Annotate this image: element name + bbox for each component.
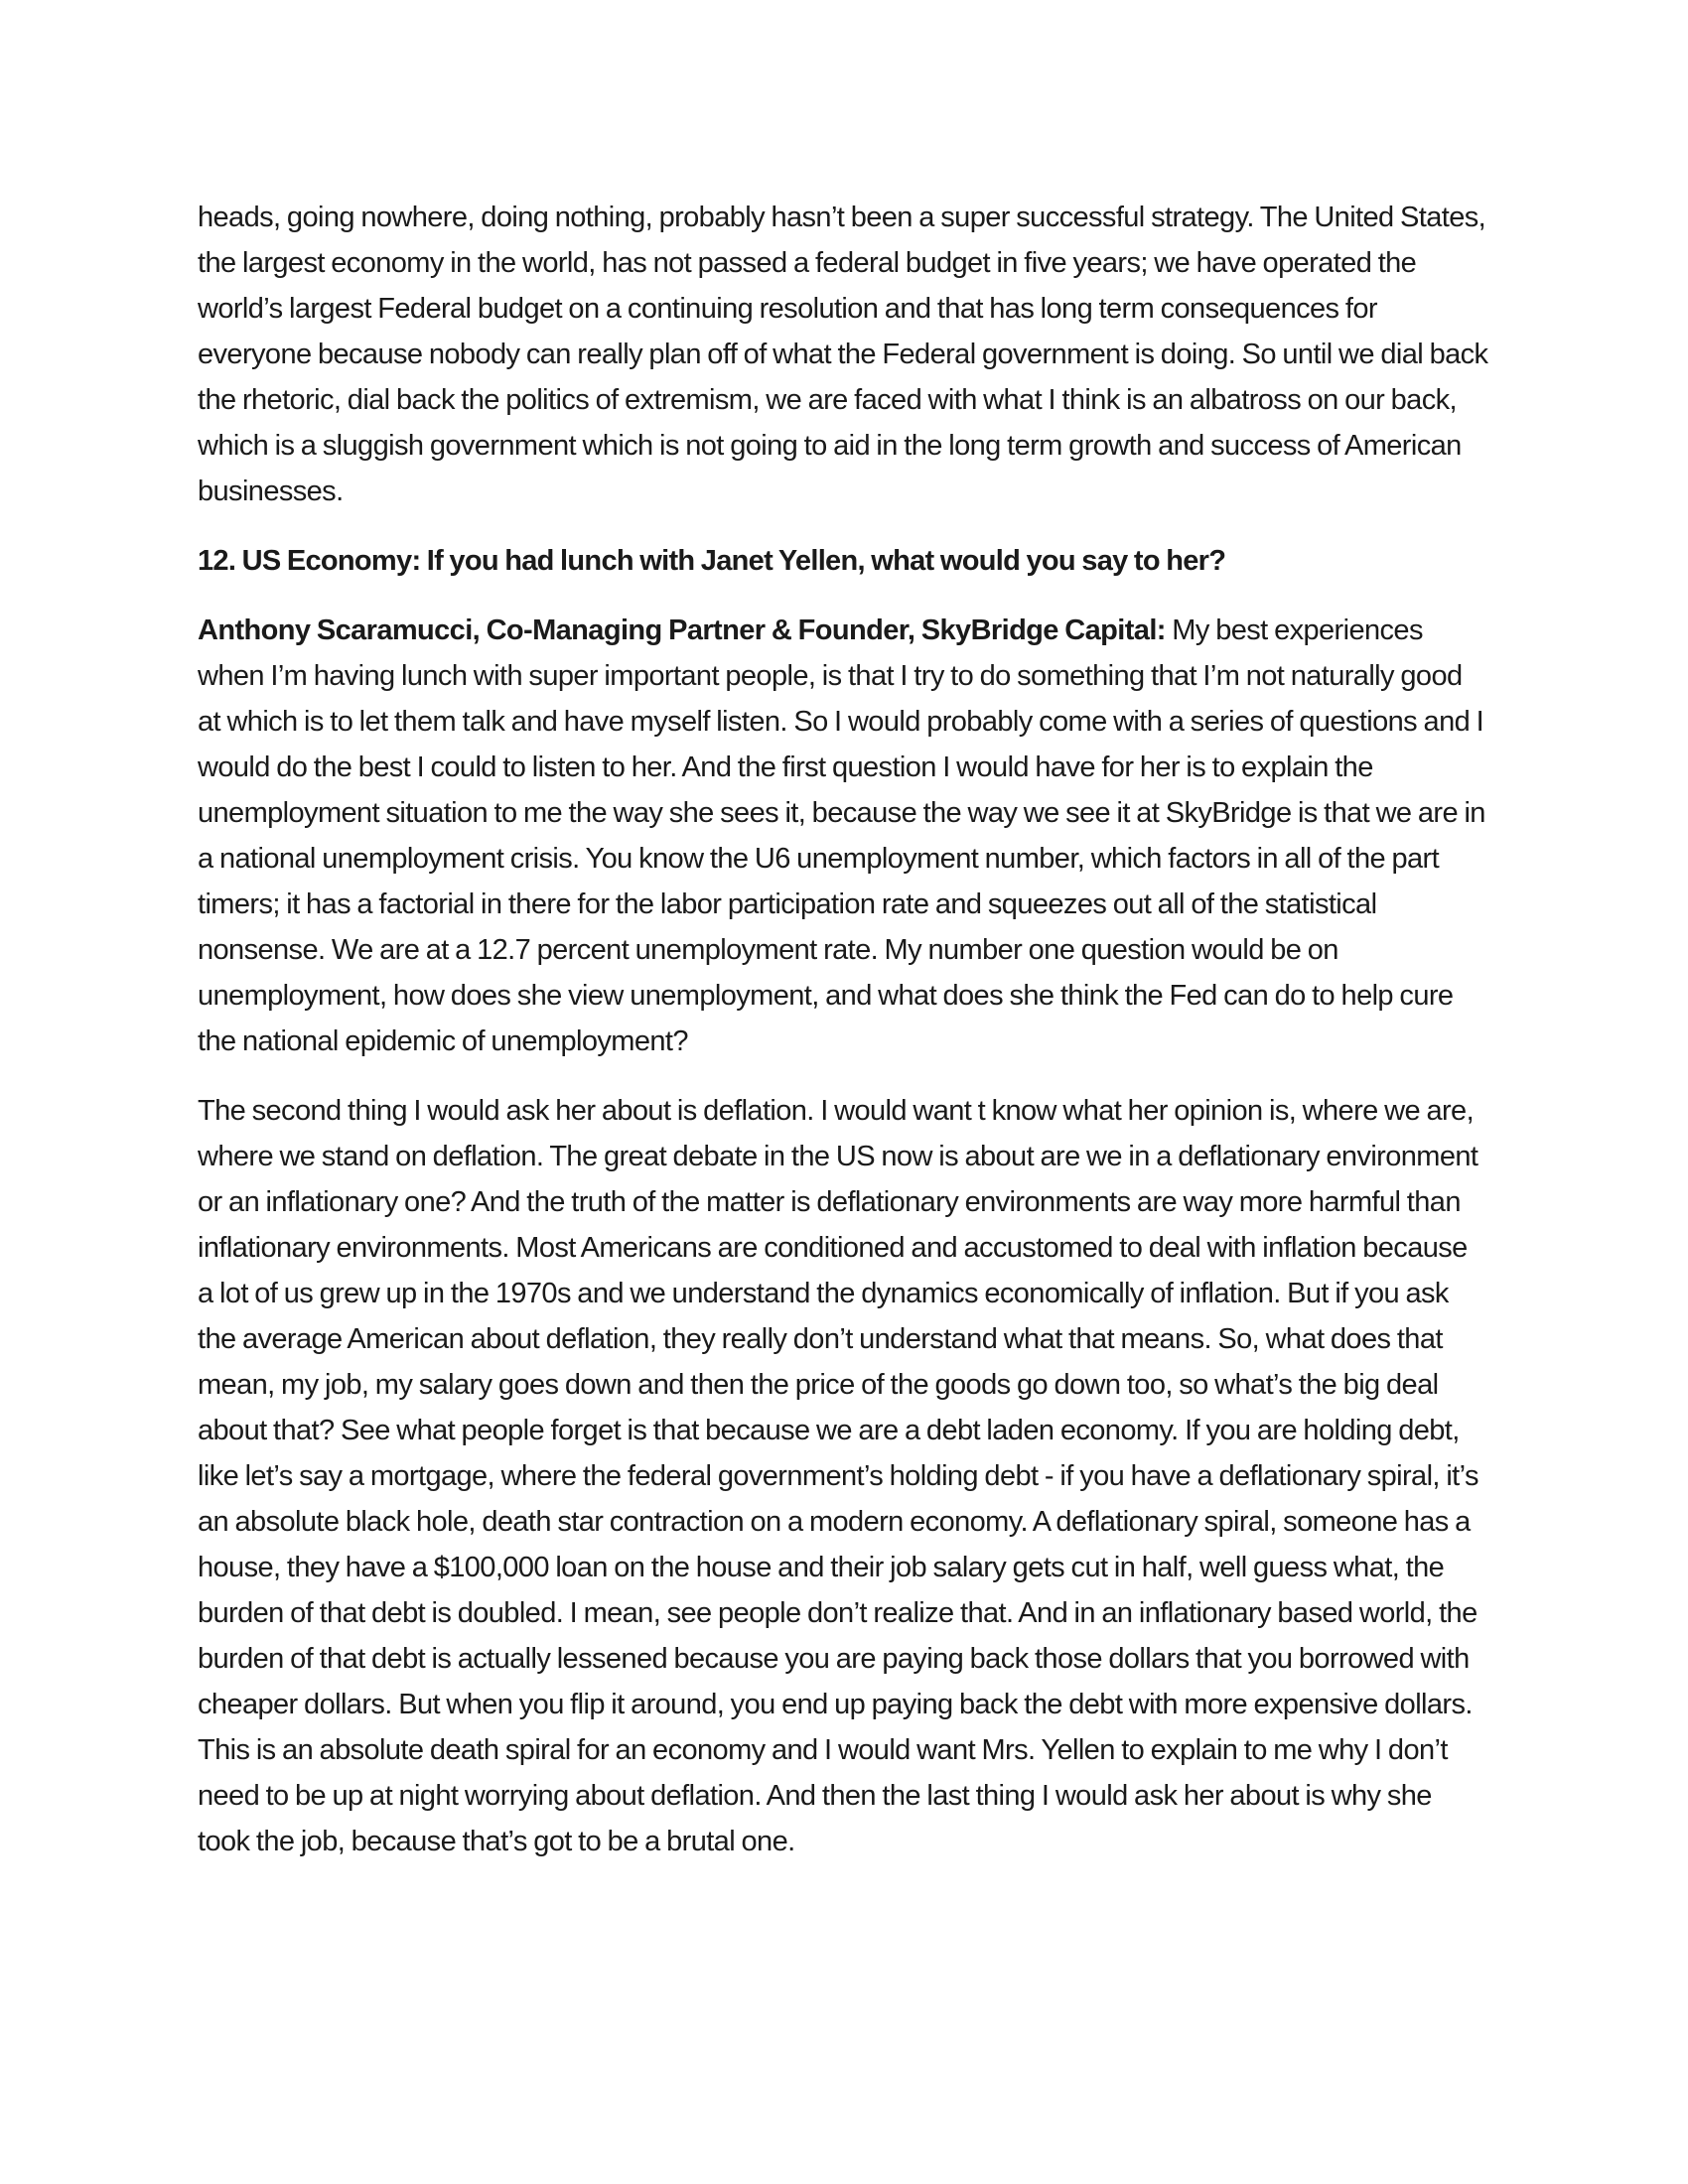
document-body (198, 195, 1488, 1864)
body-paragraph-budget: heads, going nowhere, doing nothing, probably hasn’t been a super successful strategy. The United States, the largest economy in the world, has not passed a federal budget in five years; we have operated the world’s largest Federal budget on a continuing resolution and that has long term consequences for everyone because nobody can really plan off of what the Federal government is doing. So until we dial back the rhetoric, dial back the politics of extremism, we are faced with what I think is an albatross on our back, which is a sluggish government which is not going to aid in the long term growth and success of American businesses. (198, 202, 1488, 507)
question-heading: 12. US Economy: If you had lunch with Janet Yellen, what would you say to her? (198, 545, 1226, 577)
answer-paragraph-unemployment (198, 608, 1488, 1064)
answer-paragraph-deflation: The second thing I would ask her about is deflation. I would want t know what her opinion is, where we are, where we stand on deflation. The great debate in the US now is about are we in a deflationary environment or an inflationary one? And the truth of the matter is deflationary environments are way more harmful than inflationary environments. Most Americans are conditioned and accustomed to deal with inflation because a lot of us grew up in the 1970s and we understand the dynamics economically of inflation. But if you ask the average American about deflation, they really don’t understand what that means. So, what does that mean, my job, my salary goes down and then the price of the goods go down too, so what’s the big deal about that? See what people forget is that because we are a debt laden economy. If you are holding debt, like let’s say a mortgage, where the federal government’s holding debt - if you have a deflationary spiral, it’s an absolute black hole, death star contraction on a modern economy. A deflationary spiral, someone has a house, they have a $100,000 loan on the house and their job salary gets cut in half, well guess what, the burden of that debt is doubled. I mean, see people don’t realize that. And in an inflationary based world, the burden of that debt is actually lessened because you are paying back those dollars that you borrowed with cheaper dollars. But when you flip it around, you end up paying back the debt with more expensive dollars. This is an absolute death spiral for an economy and I would want Mrs. Yellen to explain to me why I don’t need to be up at night worrying about deflation. And then the last thing I would ask her about is why she took the job, because that’s got to be a brutal one. (198, 1095, 1478, 1857)
speaker-label: Anthony Scaramucci, Co-Managing Partner & Founder, SkyBridge Capital: (198, 614, 1166, 646)
answer-text-unemployment: My best experiences when I’m having lunch with super important people, is that I try to do something that I’m not naturally good at which is to let them talk and have myself listen. So I would probably come with a series of questions and I would do the best I could to listen to her. And the first question I would have for her is to explain the unemployment situation to me the way she sees it, because the way we see it at SkyBridge is that we are in a national unemployment crisis. You know the U6 unemployment number, which factors in all of the part timers; it has a factorial in there for the labor participation rate and squeezes out all of the statistical nonsense. We are at a 12.7 percent unemployment rate. My number one question would be on unemployment, how does she view unemployment, and what does she think the Fed can do to help cure the national epidemic of unemployment? (198, 614, 1485, 1057)
